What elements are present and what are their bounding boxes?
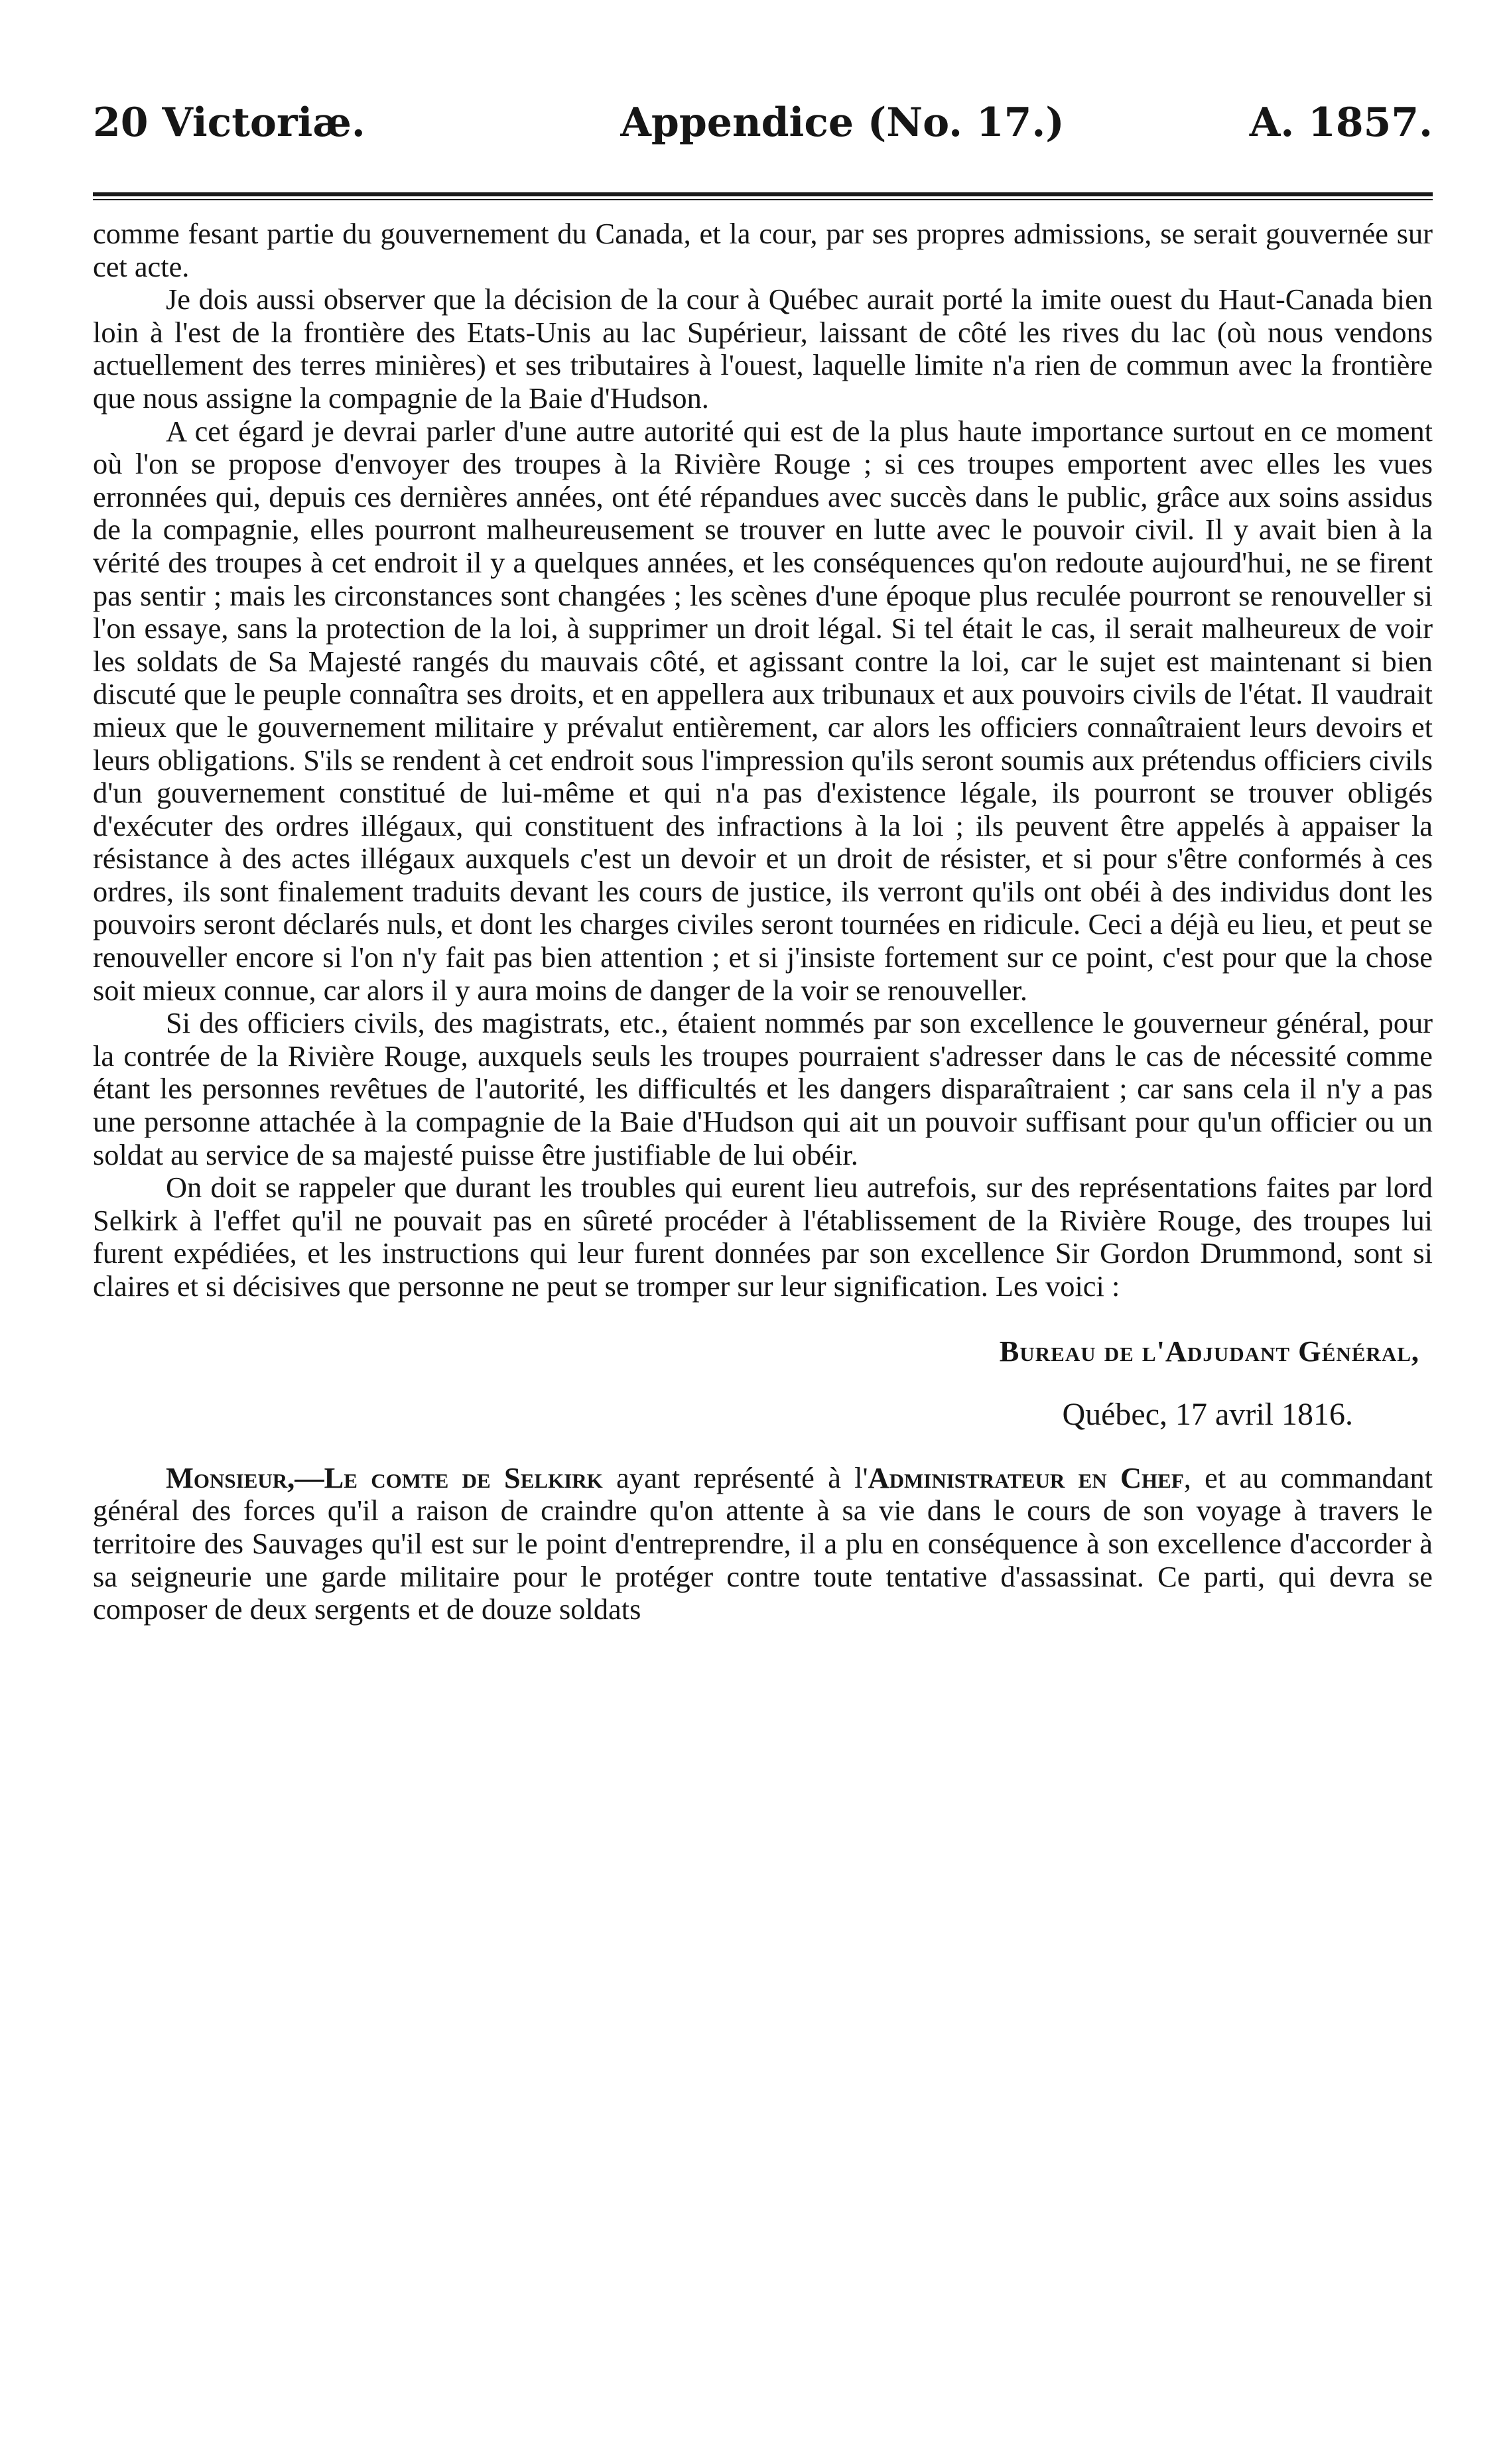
paragraph: Si des officiers civils, des magistrats, etc., étaient nommés par son excellence le gouverneur général, pour la contrée de la Rivière Rouge, auxquels seuls les troupes pourraient s'adresser dans le cas de nécessité comme étant les personnes revêtues de l'autorité, les difficultés et les dangers disparaîtraient ; car sans cela il n'y a pas une personne attachée à la compagnie de la Baie d'Hudson qui ait un pouvoir suffisant pour qu'un officier ou un soldat au service de sa majesté puisse être justifiable de lui obéir. xyxy=(93,1006,1433,1171)
body-text xyxy=(93,218,1433,1303)
letter-office: Bureau de l'Adjudant Général, xyxy=(999,1334,1419,1368)
paragraph: On doit se rappeler que durant les troubles qui eurent lieu autrefois, sur des représentations faites par lord Selkirk à l'effet qu'il ne pouvait pas en sûreté procéder à l'établissement de la Rivière Rouge, des troupes lui furent expédiées, et les instructions qui leur furent données par son excellence Sir Gordon Drummond, sont si claires et si décisives que personne ne peut se tromper sur leur signification. Les voici : xyxy=(93,1171,1433,1303)
letter-text: , et au commandant général des forces qu'il a raison de craindre qu'on attente à sa vie dans le cours de son voyage à travers le territoire des Sauvages qu'il est sur le point d'entreprendre, il a plu en conséquence à son excellence d'accorder à sa seigneurie une garde militaire pour le protéger contre toute tentative d'assassinat. Ce parti, qui devra se composer de deux sergents et de douze soldats xyxy=(93,1460,1433,1626)
header-year: A. 1857. xyxy=(1249,99,1433,146)
document-page xyxy=(93,99,1433,1655)
paragraph: Je dois aussi observer que la décision de la cour à Québec aurait porté la imite ouest du Haut-Canada bien loin à l'est de la frontière des Etats-Unis au lac Supérieur, laissant de côté les rives du lac (où nous vendons actuellement des terres minières) et ses tributaires à l'ouest, laquelle limite n'a rien de commun avec la frontière que nous assigne la compagnie de la Baie d'Hudson. xyxy=(93,283,1433,415)
letter-date: Québec, 17 avril 1816. xyxy=(1062,1397,1353,1433)
running-header xyxy=(93,99,1433,153)
letter-lead-caps: —Le comte de Selkirk xyxy=(294,1460,603,1494)
paragraph: A cet égard je devrai parler d'une autre autorité qui est de la plus haute importance surtout en ce moment où l'on se propose d'envoyer des troupes à la Rivière Rouge ; si ces troupes emportent avec elles les vues erronnées qui, depuis ces dernières années, ont été répandues avec succès dans le public, grâce aux soins assidus de la compagnie, elles pourront malheureusement se trouver en lutte avec le pouvoir civil. Il y avait bien à la vérité des troupes à cet endroit il y a quelques années, et les conséquences qu'on redoute aujourd'hui, ne se firent pas sentir ; mais les circonstances sont changées ; les scènes d'une époque plus reculée pourront se renouveller si l'on essaye, sans la protection de la loi, à supprimer un droit légal. Si tel était le cas, il serait malheureux de voir les soldats de Sa Majesté rangés du mauvais côté, et agissant contre la loi, car le sujet est maintenant si bien discuté que le peuple connaîtra ses droits, et en appellera aux tribunaux et aux pouvoirs civils de l'état. Il vaudrait mieux que le gouvernement militaire y prévalut entièrement, car alors les officiers connaîtraient leurs devoirs et leurs obligations. S'ils se rendent à cet endroit sous l'impression qu'ils seront soumis aux prétendus officiers civils d'un gouvernement constitué de lui-même et qui n'a pas d'existence légale, ils pourront se trouver obligés d'exécuter des ordres illégaux, qui constituent des infractions à la loi ; ils peuvent être appelés à appaiser la résistance à des actes illégaux auxquels c'est un devoir et un droit de résister, et si pour s'être conformés à ces ordres, ils sont finalement traduits devant les cours de justice, ils verront qu'ils ont obéi à des individus dont les pouvoirs seront déclarés nuls, et dont les charges civiles seront tournées en ridicule. Ceci a déjà eu lieu, et peut se renouveller encore si l'on n'y fait pas bien attention ; et si j'insiste fortement sur ce point, c'est pour que la chose soit mieux connue, car alors il y aura moins de danger de la voir se renouveller. xyxy=(93,414,1433,1007)
header-rule xyxy=(93,192,1433,200)
paragraph-continuation: comme fesant partie du gouvernement du Canada, et la cour, par ses propres admissions, se serait gouvernée sur cet acte. xyxy=(93,217,1433,283)
header-appendix: Appendice (No. 17.) xyxy=(620,99,1065,146)
letter-text: ayant représenté à l' xyxy=(602,1460,868,1494)
letter-body xyxy=(93,1462,1433,1626)
letter-caps-title: Administrateur en Chef xyxy=(868,1460,1184,1494)
header-session: 20 Victoriæ. xyxy=(93,99,365,146)
letter-salutation: Monsieur, xyxy=(166,1460,295,1494)
